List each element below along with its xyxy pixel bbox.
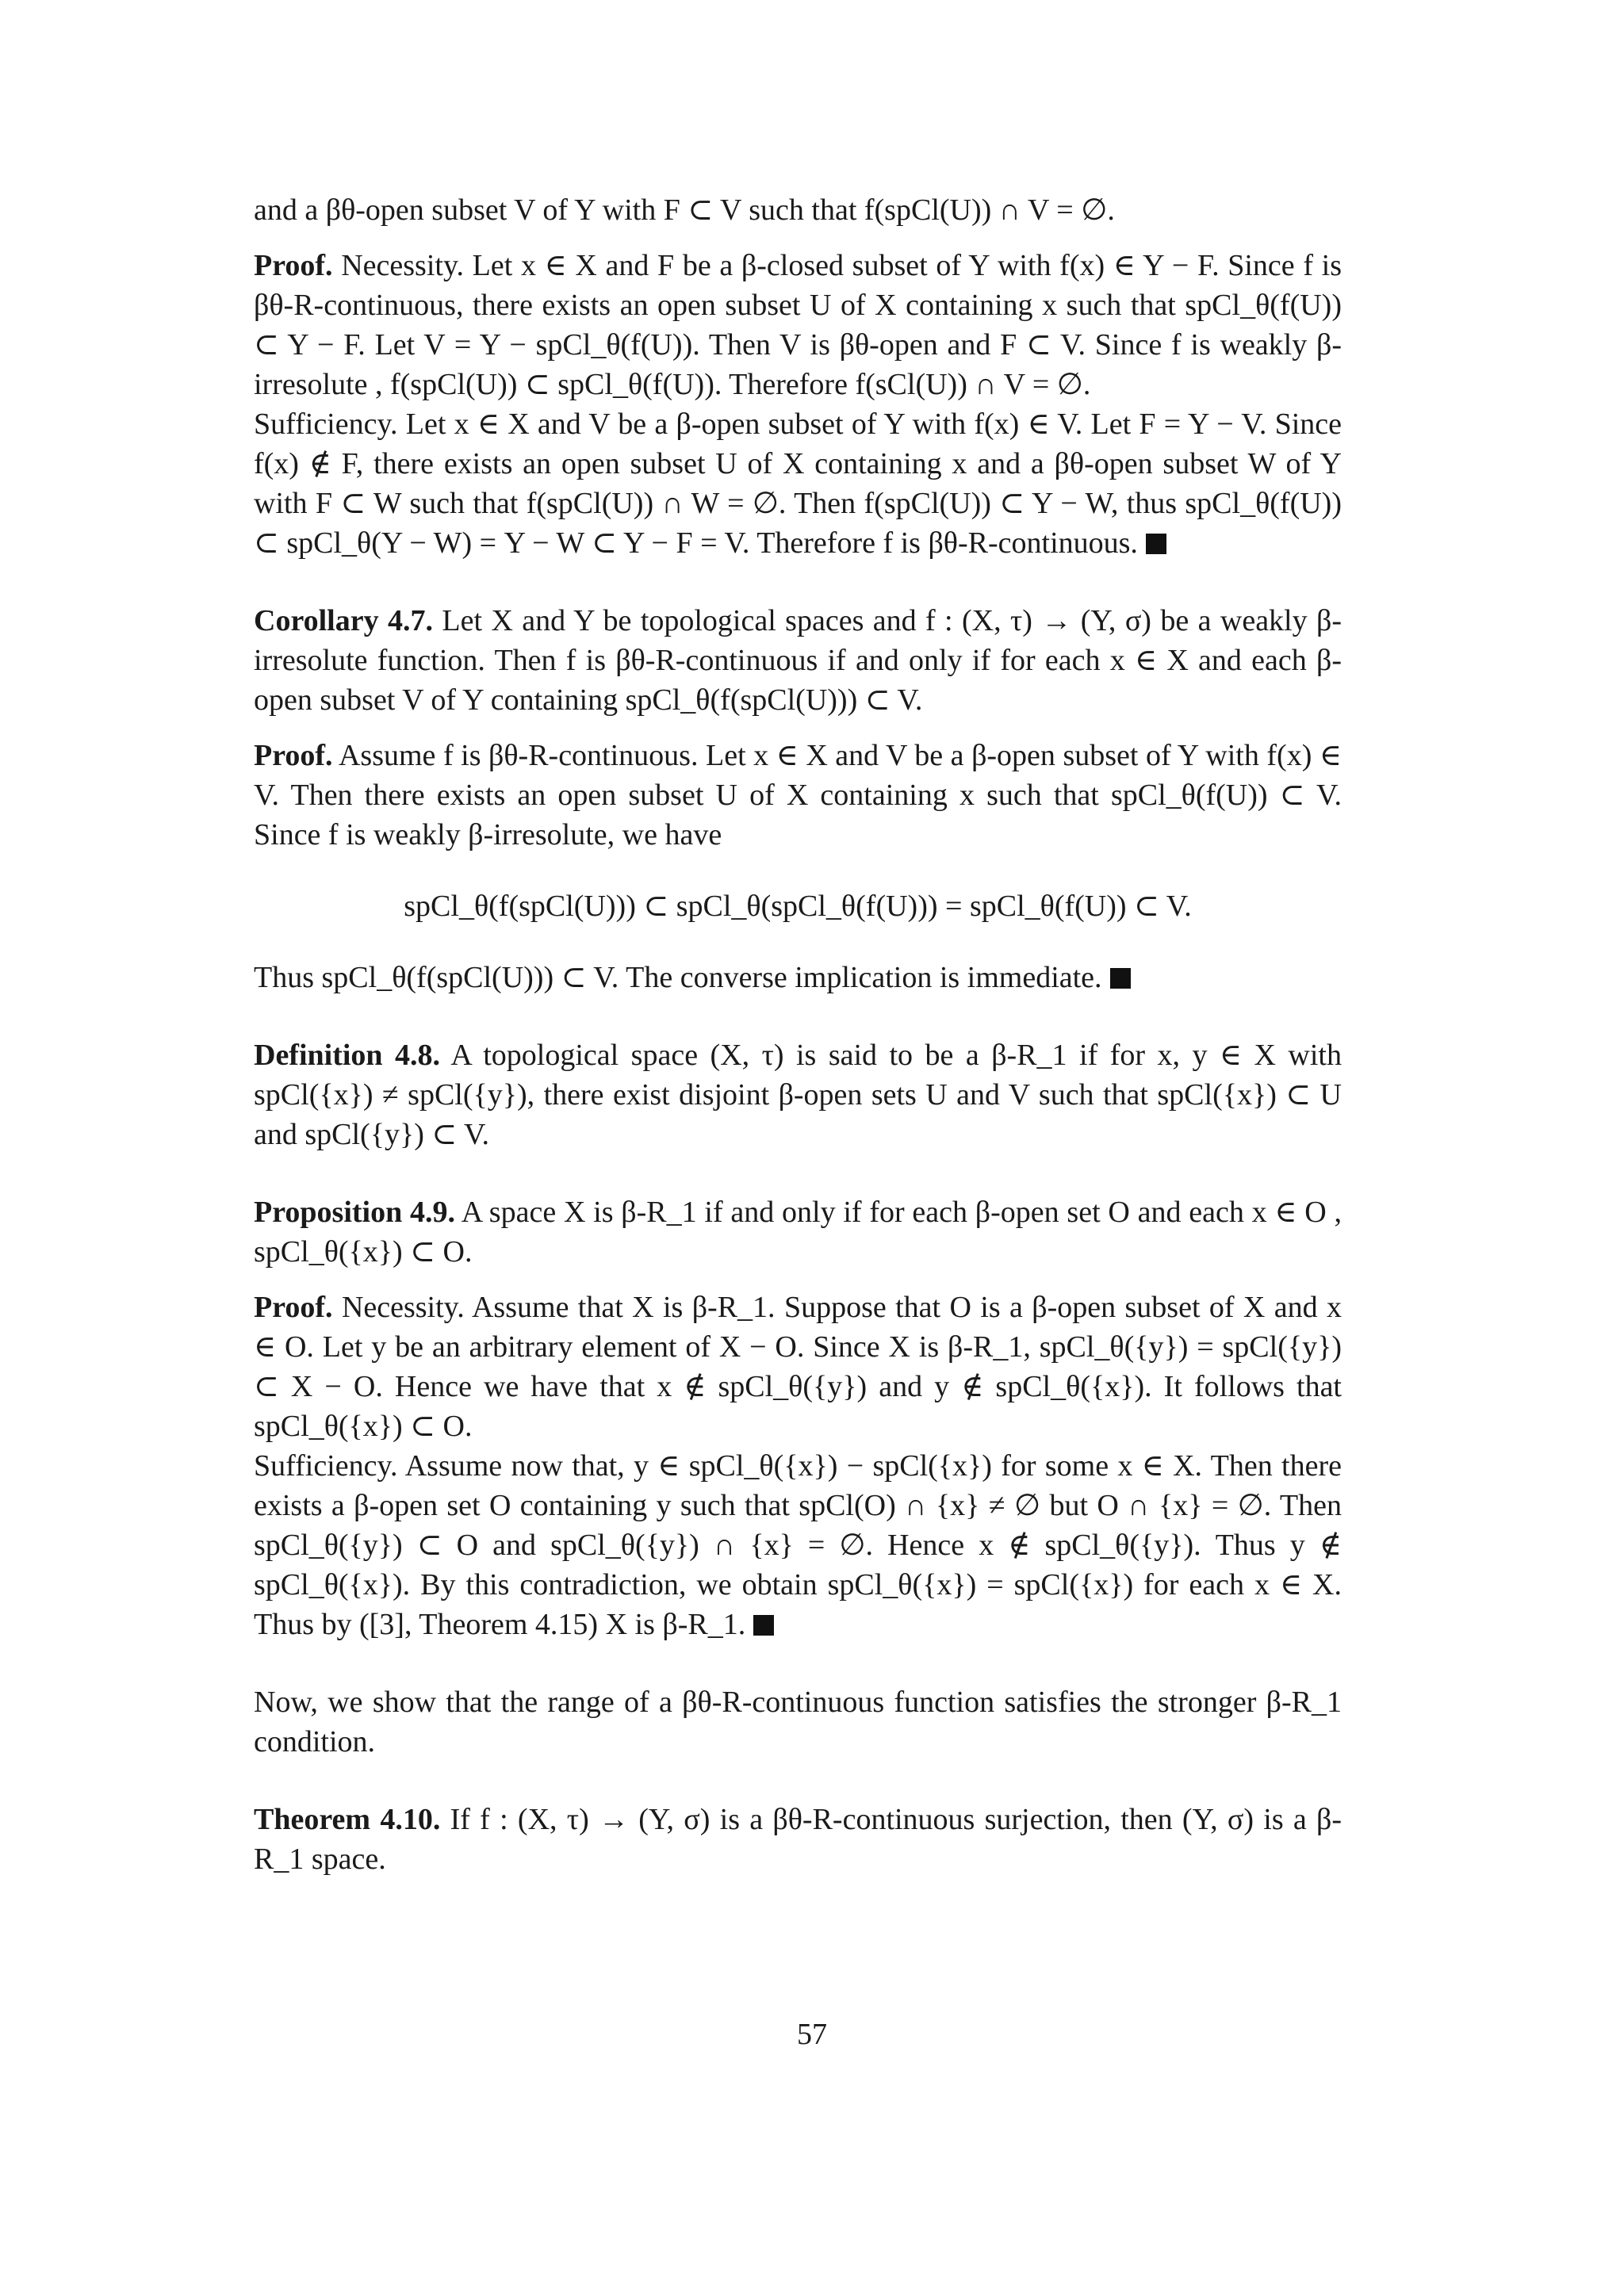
- proof-block: [254, 246, 1342, 404]
- paragraph-text: Thus spCl_θ(f(spCl(U))) ⊂ V. The converse implication is immediate.: [254, 961, 1102, 994]
- corollary-heading: Corollary 4.7.: [254, 604, 433, 637]
- theorem-text: If f : (X, τ) → (Y, σ) is a βθ-R-continuous surjection, then (Y, σ) is a β-R_1 space.: [254, 1803, 1342, 1876]
- corollary-text: Let X and Y be topological spaces and f : (X, τ) → (Y, σ) be a weakly β-irresolute function. Then f is βθ-R-continuous if and only if for each x ∈ X and each β-open subset V of Y containing spCl_θ(f(spCl(U))) ⊂ V.: [254, 604, 1342, 717]
- proof-conclusion: [254, 958, 1342, 997]
- proof-heading: Proof.: [254, 249, 333, 282]
- paragraph-intro: [254, 1682, 1342, 1762]
- theorem-heading: Theorem 4.10.: [254, 1803, 441, 1836]
- page-body: [254, 190, 1342, 1879]
- proposition-text: A space X is β-R_1 if and only if for each β-open set O and each x ∈ O , spCl_θ({x}) ⊂ O.: [254, 1196, 1342, 1269]
- definition-heading: Definition 4.8.: [254, 1039, 441, 1072]
- corollary-block: [254, 601, 1342, 720]
- qed-square-icon: [1146, 534, 1166, 554]
- proof-text: Necessity. Let x ∈ X and F be a β-closed subset of Y with f(x) ∈ Y − F. Since f is βθ-R-continuous, there exists an open subset U of X containing x such that spCl_θ(f(U)) ⊂ Y − F. Let V = Y − spCl_θ(f(U)). Then V is βθ-open and F ⊂ V. Since f is weakly β-irresolute , f(spCl(U)) ⊂ spCl_θ(f(U)). Therefore f(sCl(U)) ∩ V = ∅.: [254, 249, 1342, 401]
- proof-heading: Proof.: [254, 739, 333, 772]
- definition-text: A topological space (X, τ) is said to be a β-R_1 if for x, y ∈ X with spCl({x}) ≠ spCl({y}), there exist disjoint β-open sets U and V such that spCl({x}) ⊂ U and spCl({y}) ⊂ V.: [254, 1039, 1342, 1151]
- proof-sufficiency: [254, 1446, 1342, 1644]
- paragraph-continuation: [254, 190, 1342, 230]
- proposition-heading: Proposition 4.9.: [254, 1196, 455, 1229]
- proof-block: [254, 1288, 1342, 1446]
- paragraph-text: Sufficiency. Let x ∈ X and V be a β-open subset of Y with f(x) ∈ V. Let F = Y − V. Since f(x) ∉ F, there exists an open subset U of X containing x and a βθ-open subset W of Y with F ⊂ W such that f(spCl(U)) ∩ W = ∅. Then f(spCl(U)) ⊂ Y − W, thus spCl_θ(f(U)) ⊂ spCl_θ(Y − W) = Y − W ⊂ Y − F = V. Therefore f is βθ-R-continuous.: [254, 408, 1342, 560]
- proof-text: Assume f is βθ-R-continuous. Let x ∈ X and V be a β-open subset of Y with f(x) ∈ V. Then there exists an open subset U of X containing x such that spCl_θ(f(U)) ⊂ V. Since f is weakly β-irresolute, we have: [254, 739, 1342, 851]
- proof-block: [254, 736, 1342, 855]
- equation-text: spCl_θ(f(spCl(U))) ⊂ spCl_θ(spCl_θ(f(U))) = spCl_θ(f(U)) ⊂ V.: [404, 890, 1192, 923]
- proof-text: Necessity. Assume that X is β-R_1. Suppose that O is a β-open subset of X and x ∈ O. Let y be an arbitrary element of X − O. Since X is β-R_1, spCl_θ({y}) = spCl({y}) ⊂ X − O. Hence we have that x ∉ spCl_θ({y}) and y ∉ spCl_θ({x}). It follows that spCl_θ({x}) ⊂ O.: [254, 1291, 1342, 1443]
- definition-block: [254, 1035, 1342, 1154]
- theorem-block: [254, 1800, 1342, 1879]
- paragraph-text: Now, we show that the range of a βθ-R-continuous function satisfies the stronger β-R_1 condition.: [254, 1686, 1342, 1758]
- qed-square-icon: [753, 1615, 774, 1636]
- proof-heading: Proof.: [254, 1291, 333, 1324]
- page-number: 57: [797, 2018, 827, 2051]
- qed-square-icon: [1110, 968, 1131, 989]
- proposition-block: [254, 1192, 1342, 1272]
- proof-sufficiency: [254, 404, 1342, 563]
- paragraph-text: and a βθ-open subset V of Y with F ⊂ V such that f(spCl(U)) ∩ V = ∅.: [254, 193, 1115, 227]
- paragraph-text: Sufficiency. Assume now that, y ∈ spCl_θ({x}) − spCl({x}) for some x ∈ X. Then there exists a β-open set O containing y such that spCl(O) ∩ {x} ≠ ∅ but O ∩ {x} = ∅. Then spCl_θ({y}) ⊂ O and spCl_θ({y}) ∩ {x} = ∅. Hence x ∉ spCl_θ({y}). Thus y ∉ spCl_θ({x}). By this contradiction, we obtain spCl_θ({x}) = spCl({x}) for each x ∈ X. Thus by ([3], Theorem 4.15) X is β-R_1.: [254, 1449, 1342, 1641]
- display-equation: [254, 886, 1342, 926]
